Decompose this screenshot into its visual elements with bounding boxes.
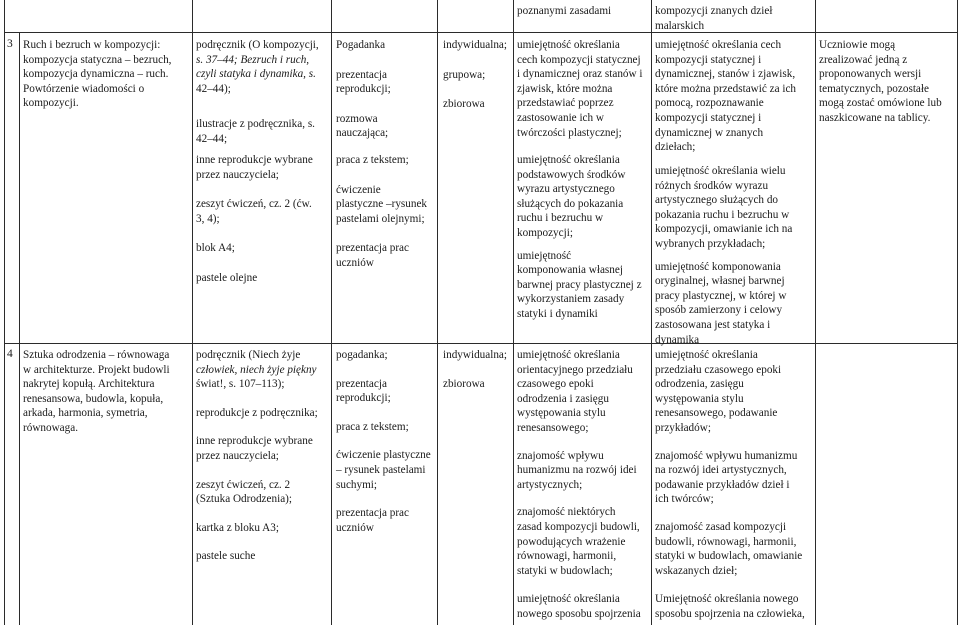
row-4-skills-extended-bottom: Umiejętność określania nowego sposobu spojrzenia na człowieka, xyxy=(655,593,805,620)
col-divider-7 xyxy=(815,0,816,625)
row-4-number: 4 xyxy=(7,348,13,360)
col-divider-2 xyxy=(192,0,193,625)
table-border-left xyxy=(4,0,5,625)
row-3-materials-2: inne reprodukcje wybrane przez nauczyciela; zeszyt ćwiczeń, cz. 2 (ćw. 3, 4); blok A4; pastele olejne xyxy=(196,154,313,284)
prev-row-skills-text: poznanymi zasadami xyxy=(517,5,612,17)
row-3-number: 3 xyxy=(7,38,13,50)
row-4-skills-bottom: umiejętność określania nowego sposobu spojrzenia xyxy=(517,593,641,620)
row-3-forms: indywidualna; grupowa; zbiorowa xyxy=(443,39,508,111)
row-3-skills: umiejętność określania cech kompozycji statycznej i dynamicznej oraz stanów i zjawisk, które można przedstawiać poprzez zastosowanie ich w twórczości plastycznej; xyxy=(517,39,643,139)
row-3-topic: Ruch i bezruch w kompozycji: kompozycja statyczna – bezruch, kompozycja dynamiczna – ruch. Powtórzenie wiadomości o kompozycji. xyxy=(23,39,172,110)
row-3-notes: Uczniowie mogą zrealizować jedną z proponowanych wersji tematycznych, pozostałe mogą zostać omówione lub naszkicowane na tablicy. xyxy=(819,39,942,124)
col-divider-6 xyxy=(651,0,652,625)
row-4-materials: podręcznik (Niech żyje człowiek, niech żyje piękny świat!, s. 107–113); reprodukcje z podręcznika; inne reprodukcje wybrane przez nauczyciela; zeszyt ćwiczeń, cz. 2 (Sztuka Odrodzenia); kartka z bloku A3; pastele suche xyxy=(196,349,318,563)
row-3-materials: podręcznik (O kompozycji, s. 37–44; Bezruch i ruch, czyli statyka i dynamika, s. 42–44); ilustracje z podręcznika, s. 42–44; xyxy=(196,39,319,145)
row-3-skills-extended-2: umiejętność określania wielu różnych środków wyrazu artystycznego służących do pokazania ruchu i bezruchu w kompozycji, omawianie ich na wybranych przykładach; umiejętność komponowania oryginalnej, własnej barwnej pracy plastycznej, w której w sposób zamierzony i celowy zastosowana jest statyka i dynamika xyxy=(655,165,793,346)
row-4-methods: pogadanka; prezentacja reprodukcji; praca z tekstem; ćwiczenie plastyczne – rysunek pastelami suchymi; prezentacja prac uczniów xyxy=(336,349,431,534)
col-divider-3 xyxy=(331,0,332,625)
row-divider-top xyxy=(4,32,958,33)
row-4-topic: Sztuka odrodzenia – równowaga w architekturze. Projekt budowli nakrytej kopułą. Architektura renesansowa, budowla, kopuła, arkada, harmonia, symetria, równowaga. xyxy=(23,349,170,434)
row-4-skills: umiejętność określania orientacyjnego przedziału czasowego epoki odrodzenia i zasięgu występowania stylu renesansowego; znajomość wpływu humanizmu na rozwój idei artystycznych; znajomość niektórych zasad kompozycji budowli, powodujących wrażenie równowagi, harmonii, statyki w budowlach; xyxy=(517,349,640,577)
col-divider-4 xyxy=(437,0,438,625)
prev-row-skills2-text: kompozycji znanych dzieł malarskich xyxy=(655,5,773,32)
row-4-forms: indywidualna; zbiorowa xyxy=(443,349,508,390)
col-divider-1 xyxy=(19,32,20,625)
row-4-skills-extended: umiejętność określania przedziału czasowego epoki odrodzenia, zasięgu występowania stylu renesansowego, podawanie przykładów; znajomość wpływu humanizmu na rozwój idei artystycznych, podawanie przykładów dzieł i ich twórców; znajomość zasad kompozycji budowli, równowagi, harmonii, statyki w budowlach, omawianie wskazanych dzieł; xyxy=(655,349,803,577)
col-divider-5 xyxy=(513,0,514,625)
row-3-methods-2: praca z tekstem; ćwiczenie plastyczne –rysunek pastelami olejnymi; prezentacja prac uczniów xyxy=(336,154,428,269)
row-3-skills-extended: umiejętność określania cech kompozycji statycznej i dynamicznej, stanów i zjawisk, które można przedstawić za ich pomocą, rozpoznawanie kompozycji statycznej i dynamicznej w znanych dziełach; xyxy=(655,39,797,154)
table-border-right xyxy=(957,0,958,625)
row-3-methods: Pogadanka prezentacja reprodukcji; rozmowa nauczająca; xyxy=(336,39,391,140)
row-3-skills-2: umiejętność określania podstawowych środków wyrazu artystycznego służących do pokazania ruchu i bezruchu w kompozycji; umiejętność komponowania własnej barwnej pracy plastycznej z wykorzystaniem zasady statyki i dynamiki xyxy=(517,154,642,320)
row-divider-middle xyxy=(4,343,958,344)
